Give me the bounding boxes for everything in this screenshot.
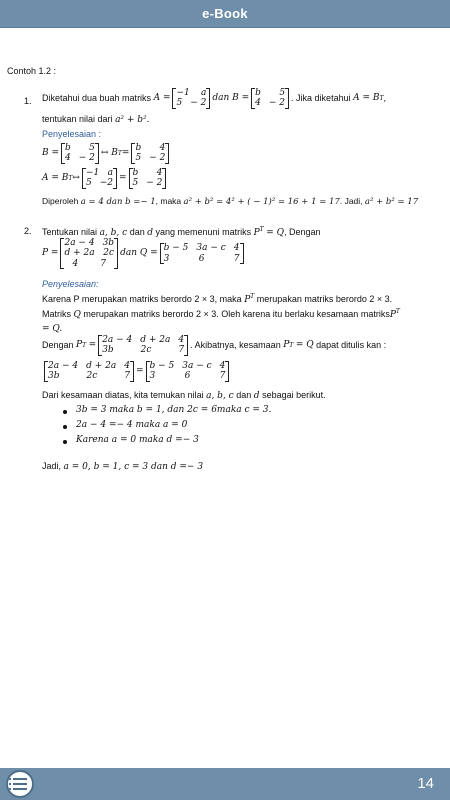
matrix-pt: 2a − 4 d + 2a 4 3b 2c 7 [98,335,188,356]
matrix-a-step: −1 a 5 −2 [82,168,117,189]
q1-line2: tentukan nilai dari a² + b². [42,114,150,125]
bullet-dot [63,440,67,444]
q1-result: Diperoleh a = 4 dan b =− 1, maka a² + b² = 4² + ( − 1)² = 16 + 1 = 17. Jadi, a² + b² = 17 [42,196,419,207]
q2-matrices: P = 2a − 4 3b d + 2a 2c 4 7 dan Q = b − 5 3a − c 4 3 6 7 [42,238,246,269]
matrix-bt-step: b 4 5 − 2 [129,168,167,189]
app-header [0,0,450,28]
q2-para3: Dengan P T = 2a − 4 d + 2a 4 3b 2c 7 . Akibatnya, kesamaan P T = Q dapat ditulis kan : [42,335,387,356]
q2-line1: Tentukan nilai a, b, c dan d yang memenuni matriks $P^T = Q$, Dengan [42,226,321,238]
q2-para2: Matriks Q merupakan matriks berordo 2 × 3. Oleh karena itu berlaku kesamaan matriksP$^T$ [42,308,400,320]
ebook-page[interactable] [0,28,450,768]
q2-para1: Karena P merupakan matriks berordo 2 × 3, maka $P^T$ merupakan matriks berordo 2 × 3. [42,293,393,305]
q2-equation: 2a − 4 d + 2a 4 3b 2c 7 = b − 5 3a − c 4 3 6 7 [42,361,231,382]
matrix-b-step: b 5 4 − 2 [61,143,99,164]
q2-solution-label: Penyelesaian: [42,279,99,289]
q1-dan-b: dan B = [212,92,250,103]
question-2-number: 2. [24,226,32,236]
matrix-eq-left: 2a − 4 d + 2a 4 3b 2c 7 [44,361,134,382]
q1-step1: B = b 5 4 − 2 ↔ B T = b 4 5 − 2 [42,143,171,164]
bullet-item: 2a − 4 =− 4 maka a = 0 [76,420,188,430]
q1-solution-label: Penyelesaian : [42,129,102,139]
q1-a-label: A = [153,92,171,103]
bullet-item: Karena a = 0 maka d =− 3 [76,435,199,445]
bullet-dot [63,425,67,429]
q1-step2: A = B T ↔ −1 a 5 −2 = b 4 5 − 2 [42,168,168,189]
q2-conclusion: Jadi, a = 0, b = 1, c = 3 dan d =− 3 [42,461,204,472]
matrix-b: b 5 4 − 2 [251,88,289,109]
bullet-dot [63,410,67,414]
question-1-line1: Diketahui dua buah matriks A = −1 a 5 − 2 dan B = b 5 4 − 2 . Jika diketahui A = B T , [42,88,387,109]
matrix-a: −1 a 5 − 2 [172,88,210,109]
matrix-bt: b 4 5 − 2 [131,143,169,164]
example-heading: Contoh 1.2 : [7,66,57,76]
bottom-bar [0,768,450,800]
question-1-number: 1. [24,96,32,106]
matrix-p: 2a − 4 3b d + 2a 2c 4 7 [60,238,118,269]
list-menu-icon[interactable] [6,770,34,798]
matrix-eq-right: b − 5 3a − c 4 3 6 7 [146,361,230,382]
q2-para2-end: = Q. [42,324,63,334]
q1-text: Diketahui dua buah matriks [42,92,152,103]
q2-para4: Dari kesamaan diatas, kita temukan nilai a, b, c dan d sebagai berikut. [42,390,326,401]
matrix-q: b − 5 3a − c 4 3 6 7 [160,243,244,264]
page-number: 14 [417,775,434,792]
bullet-item: 3b = 3 maka b = 1, dan 2c = 6maka c = 3. [76,405,272,415]
app-title: e-Book [202,6,248,21]
